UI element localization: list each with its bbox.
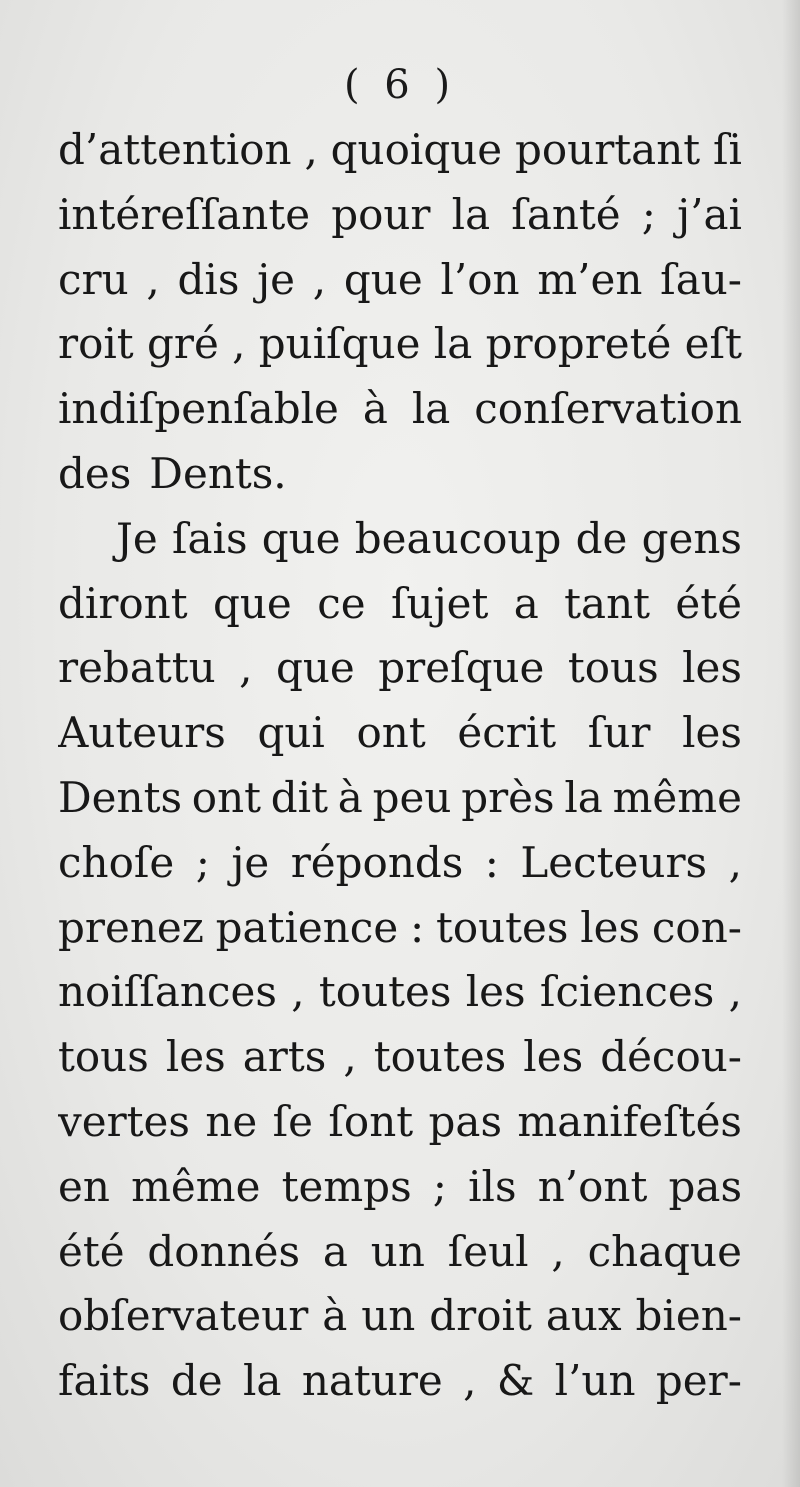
word: près (461, 772, 555, 822)
word: ; (432, 1161, 447, 1211)
text-line (58, 248, 742, 313)
word: qui (257, 708, 325, 758)
word: dis (177, 254, 240, 304)
word: , (728, 837, 742, 887)
word: & (496, 1356, 535, 1406)
word: de (170, 1356, 223, 1406)
word: les (523, 1032, 584, 1082)
word: tous (567, 643, 659, 693)
word: la (451, 189, 491, 239)
word: toutes (318, 967, 452, 1017)
word: que (275, 643, 355, 693)
word: écrit (457, 708, 557, 758)
text-line (58, 377, 742, 442)
word: d’attention (58, 125, 292, 174)
text-line (58, 636, 742, 701)
word: , (232, 319, 246, 369)
word: même (131, 1161, 261, 1211)
word: indiſpenſable (58, 384, 339, 434)
word: je (257, 254, 296, 304)
body-text (58, 118, 742, 1414)
word: propreté (485, 319, 672, 369)
text-line (58, 701, 742, 766)
word: quoique (330, 125, 503, 174)
word: réponds (290, 837, 464, 887)
word: en (58, 1161, 110, 1211)
word: : (484, 837, 499, 887)
word: la (433, 319, 473, 369)
word: un (370, 1226, 425, 1276)
word: chaque (587, 1226, 742, 1276)
word: ſe (272, 1096, 314, 1146)
word: Dents. (149, 448, 287, 498)
word: ſujet (390, 578, 489, 628)
word: les (580, 902, 641, 952)
page-edge-shadow (782, 0, 800, 1487)
text-line (58, 507, 742, 572)
text-line (58, 183, 742, 248)
word: , (239, 643, 253, 693)
word: puiſque (258, 319, 421, 369)
text-line (58, 442, 742, 507)
word: ; (195, 837, 210, 887)
text-line (58, 831, 742, 896)
word: , (312, 254, 327, 304)
word: Dents (58, 772, 183, 822)
word: conſervation (474, 384, 742, 434)
text-line (58, 312, 742, 377)
word: temps (281, 1161, 412, 1211)
word: droit (429, 1291, 532, 1341)
word: beaucoup (354, 513, 562, 563)
word: toutes (435, 902, 569, 952)
word: de (575, 513, 628, 563)
word: rebattu (58, 643, 216, 693)
word: tous (58, 1032, 149, 1082)
word: n’ont (537, 1161, 648, 1211)
word: des (58, 448, 132, 498)
text-line (58, 118, 742, 183)
word: gens (641, 513, 742, 563)
word: la (411, 384, 451, 434)
word: bien- (635, 1291, 742, 1341)
word: que (343, 254, 423, 304)
word: que (213, 578, 292, 628)
word: roit (58, 319, 134, 369)
word: un (361, 1291, 416, 1341)
word: patience (215, 902, 399, 952)
word: peu (372, 772, 452, 822)
word: nature (301, 1356, 443, 1406)
word: diront (58, 578, 188, 628)
word: même (612, 772, 742, 822)
word: ne (205, 1096, 258, 1146)
page-number: ( 6 ) (343, 62, 457, 108)
word: obſervateur (58, 1291, 309, 1341)
word: toutes (373, 1032, 507, 1082)
text-line (58, 1025, 742, 1090)
text-line (58, 1284, 742, 1349)
word: preſque (378, 643, 545, 693)
word: les (165, 1032, 226, 1082)
word: noiſſances (58, 967, 277, 1017)
word: , (551, 1226, 565, 1276)
text-line (58, 1155, 742, 1220)
word: pas (668, 1161, 742, 1211)
word: , (291, 967, 305, 1017)
word: vertes (58, 1096, 190, 1146)
word: ils (468, 1161, 517, 1211)
word: Auteurs (58, 708, 226, 758)
word: m’en (537, 254, 643, 304)
word: con- (651, 902, 742, 952)
word: , (728, 967, 742, 1017)
word: gré (146, 319, 219, 369)
text-line (58, 572, 742, 637)
word: pourtant (514, 125, 701, 174)
word: ſciences (539, 967, 715, 1017)
word: ſais (171, 513, 248, 563)
word: per- (655, 1356, 742, 1406)
word: pas (428, 1096, 503, 1146)
text-line (58, 1349, 742, 1414)
word: ſont (328, 1096, 414, 1146)
word: dit (270, 772, 328, 822)
word: eſt (684, 319, 742, 369)
word: arts (242, 1032, 327, 1082)
word: a (322, 1226, 348, 1276)
word: , (304, 125, 318, 174)
word: pour (331, 189, 431, 239)
word: l’on (440, 254, 520, 304)
word: les (682, 643, 742, 693)
word: ſanté (511, 189, 621, 239)
word: Lecteurs (520, 837, 708, 887)
word: j’ai (677, 189, 742, 239)
word: donnés (147, 1226, 301, 1276)
word: cru (58, 254, 129, 304)
word: ſur (587, 708, 651, 758)
word: choſe (58, 837, 175, 887)
word: a (513, 578, 539, 628)
word: à (322, 1291, 348, 1341)
word: ont (191, 772, 262, 822)
word: tant (564, 578, 651, 628)
word: je (231, 837, 270, 887)
word: décou- (600, 1032, 742, 1082)
word: ſau- (660, 254, 742, 304)
word: les (465, 967, 526, 1017)
word: été (675, 578, 742, 628)
text-line (58, 766, 742, 831)
word: ſi (713, 125, 742, 174)
word: à (362, 384, 388, 434)
text-line (58, 1220, 742, 1285)
word: ; (641, 189, 656, 239)
word: ce (317, 578, 366, 628)
word: la (242, 1356, 282, 1406)
word: les (682, 708, 742, 758)
word: intéreſſante (58, 189, 311, 239)
word: , (146, 254, 160, 304)
word: été (58, 1226, 125, 1276)
word: faits (58, 1356, 151, 1406)
word: à (337, 772, 363, 822)
word: ont (356, 708, 426, 758)
word: Je (116, 513, 158, 563)
word: aux (545, 1291, 622, 1341)
text-line (58, 896, 742, 961)
text-line (58, 960, 742, 1025)
word: : (409, 902, 425, 952)
word: que (261, 513, 341, 563)
word: prenez (58, 902, 204, 952)
word: ſeul (447, 1226, 529, 1276)
word: , (463, 1356, 477, 1406)
word: l’un (554, 1356, 636, 1406)
word: , (343, 1032, 357, 1082)
word: la (564, 772, 603, 822)
text-line (58, 1090, 742, 1155)
word: manifeſtés (517, 1096, 742, 1146)
